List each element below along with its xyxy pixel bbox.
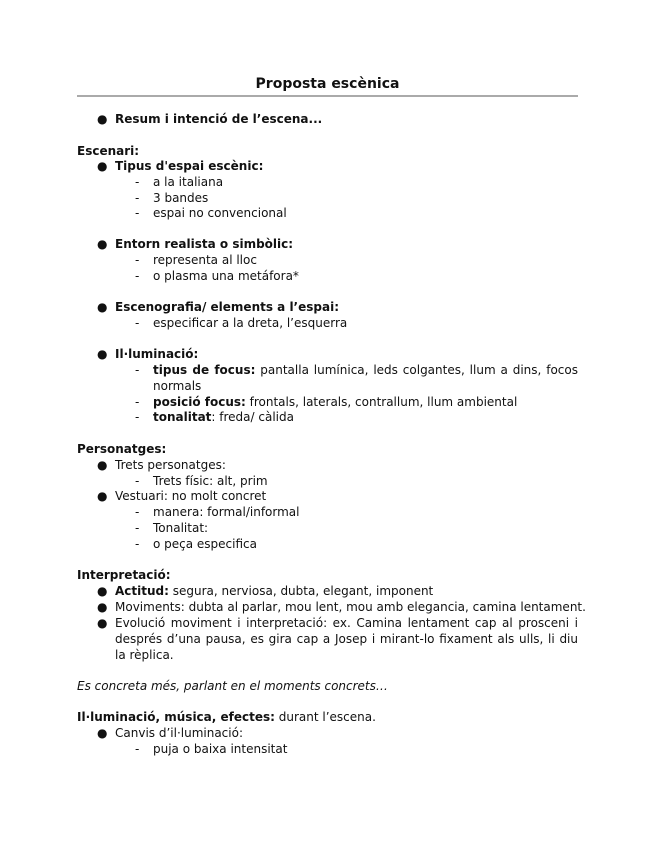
dash-item-value: pantalla lumínica, leds colgantes, llum a dins, focos normals [153, 363, 578, 393]
dash-glyph: - [135, 505, 140, 519]
vestuari-label: Vestuari: no molt concret [115, 489, 267, 503]
dash-glyph: - [135, 395, 140, 409]
dash-glyph: - [135, 474, 140, 488]
resum-text: Resum i intenció de l’escena... [115, 112, 323, 126]
dash-item-text: Trets físic: alt, prim [153, 474, 268, 488]
bullet-glyph: ● [97, 347, 108, 361]
dash-glyph: - [135, 253, 140, 267]
dash-item-key: tipus de focus: [153, 363, 256, 377]
dash-item-text: o peça especifica [153, 537, 257, 551]
dash-item-text: o plasma una metáfora* [153, 269, 299, 283]
bullet-glyph: ● [97, 616, 108, 630]
bullet-glyph: ● [97, 300, 108, 314]
canvis-label: Canvis d’il·luminació: [115, 726, 243, 740]
dash-item-value: : freda/ càlida [211, 410, 294, 424]
bullet-glyph: ● [97, 489, 108, 503]
actitud-key: Actitud: [115, 584, 169, 598]
dash-item-text: representa al lloc [153, 253, 257, 267]
dash-glyph: - [135, 537, 140, 551]
dash-item-text: a la italiana [153, 175, 224, 189]
bullet-glyph: ● [97, 458, 108, 472]
trets-label: Trets personatges: [115, 458, 226, 472]
dash-item-text: manera: formal/informal [153, 505, 300, 519]
dash-glyph: - [135, 269, 140, 283]
page-title: Proposta escènica [255, 76, 400, 92]
dash-item-value: frontals, laterals, contrallum, llum ambiental [245, 395, 518, 409]
bullet-glyph: ● [97, 237, 108, 251]
bullet-glyph: ● [97, 726, 108, 740]
personatges-heading: Personatges: [77, 442, 167, 456]
dash-glyph: - [135, 191, 140, 205]
concreta-note: Es concreta més, parlant en el moments concrets… [77, 679, 388, 693]
dash-glyph: - [135, 316, 140, 330]
dash-item-text: puja o baixa intensitat [153, 742, 288, 756]
actitud-value: segura, nerviosa, dubta, elegant, imponent [168, 584, 434, 598]
il-luminacio-label: Il·luminació: [115, 347, 199, 361]
dash-glyph: - [135, 363, 140, 377]
entorn-label: Entorn realista o simbòlic: [115, 237, 294, 251]
dash-item-text: Tonalitat: [153, 521, 209, 535]
efectes-heading: Il·luminació, música, efectes: [77, 710, 275, 724]
moviments-text: Moviments: dubta al parlar, mou lent, mou amb elegancia, camina lentament. [115, 600, 586, 614]
dash-glyph: - [135, 410, 140, 424]
dash-item-text: espai no convencional [153, 206, 287, 220]
bullet-glyph: ● [97, 600, 108, 614]
efectes-heading-line [77, 709, 578, 725]
escenografia-label: Escenografia/ elements a l’espai: [115, 300, 339, 314]
dash-glyph: - [135, 521, 140, 535]
title-underline [77, 95, 578, 97]
bullet-glyph: ● [97, 112, 108, 126]
dash-item-key: tonalitat [153, 410, 212, 424]
bullet-glyph: ● [97, 159, 108, 173]
dash-glyph: - [135, 175, 140, 189]
efectes-suffix: durant l’escena. [274, 710, 376, 724]
dash-glyph: - [135, 206, 140, 220]
dash-item-text: 3 bandes [153, 191, 209, 205]
dash-item-text: especificar a la dreta, l’esquerra [153, 316, 348, 330]
evolucio-text: Evolució moviment i interpretació: ex. Camina lentament cap al prosceni i després d’una pausa, es gira cap a Josep i mirant-lo fixament als ulls, li diu la rèplica. [115, 616, 578, 662]
escenari-heading: Escenari: [77, 144, 140, 158]
bullet-glyph: ● [97, 584, 108, 598]
espai-label: Tipus d'espai escènic: [115, 159, 264, 173]
dash-glyph: - [135, 742, 140, 756]
dash-item-key: posició focus: [153, 395, 246, 409]
interpretacio-heading: Interpretació: [77, 568, 171, 582]
